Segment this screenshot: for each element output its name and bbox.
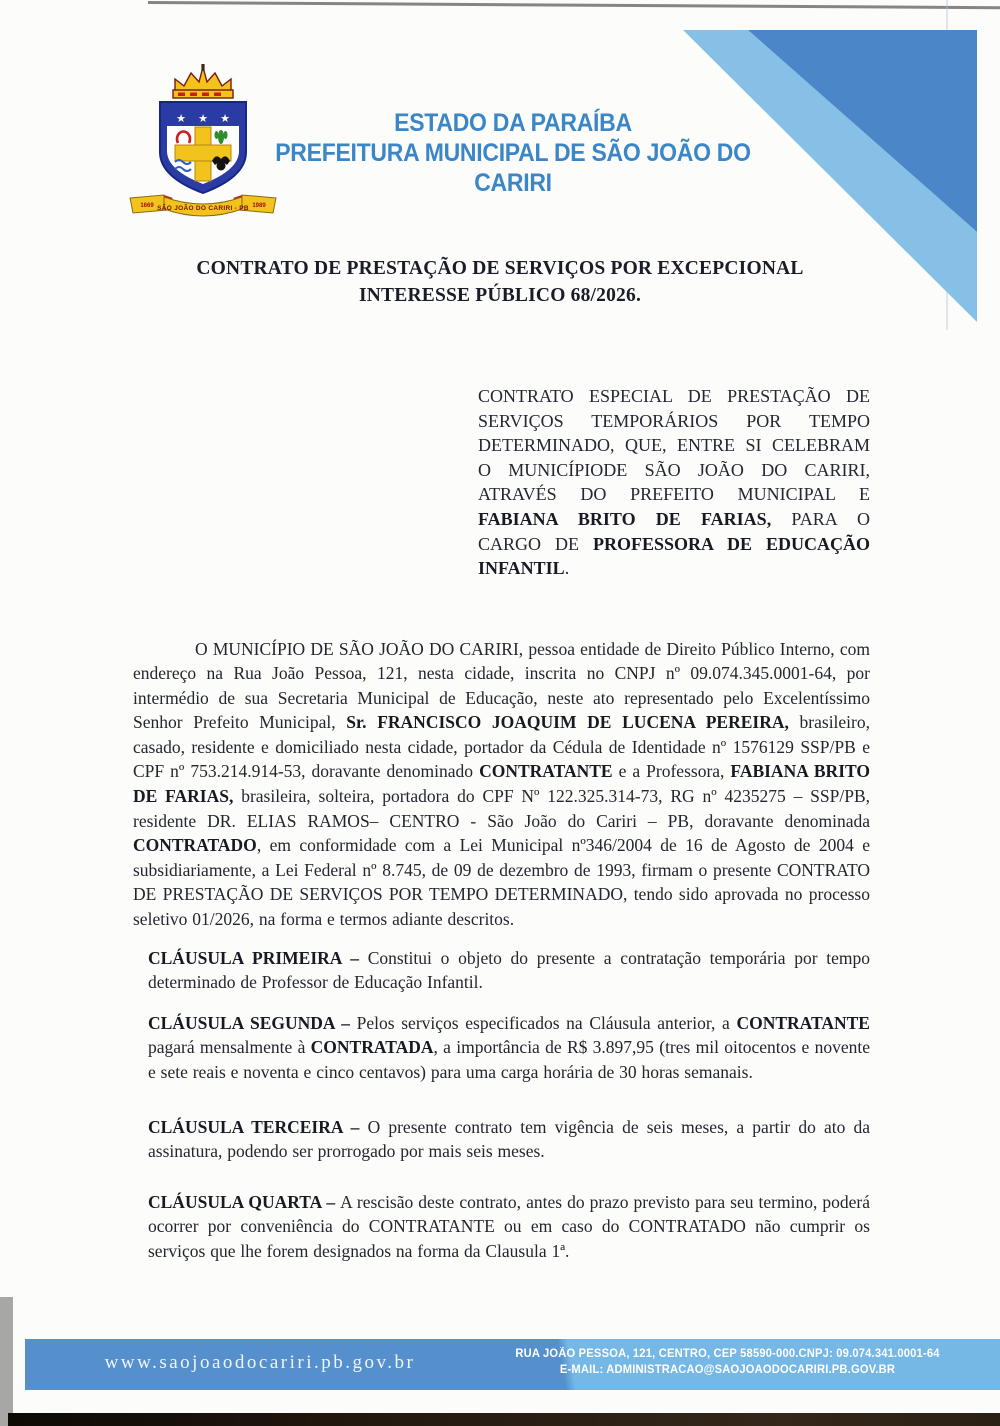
document-title-line2: INTERESSE PÚBLICO 68/2026. xyxy=(358,285,642,306)
header-organization xyxy=(242,108,785,198)
header-state-name: ESTADO DA PARAÍBA xyxy=(394,109,632,137)
header-municipality-name: PREFEITURA MUNICIPAL DE SÃO JOÃO DO CARIRI xyxy=(275,139,751,197)
scan-artifact-bottom-edge xyxy=(8,1413,1000,1426)
clause-terceira: CLÁUSULA TERCEIRA – O presente contrato tem vigência de seis meses, a partir do ato da assinatura, podendo ser prorrogado por mais seis meses. xyxy=(148,1116,871,1162)
svg-text:★: ★ xyxy=(220,112,230,125)
ribbon-banner xyxy=(130,195,276,216)
document-title xyxy=(120,255,880,309)
ribbon-banner-text: SÃO JOÃO DO CARIRI - PB xyxy=(157,205,249,212)
scan-artifact-left-edge xyxy=(0,1297,13,1426)
footer-email-line: E-MAIL: ADMINISTRACAO@SAOJOAODOCARIRI.PB.GOV.BR xyxy=(559,1363,896,1376)
ribbon-year-right: 1989 xyxy=(252,203,266,209)
footer-website-url: www.saojoaodocariri.pb.gov.br xyxy=(104,1352,416,1373)
footer-address-line: RUA JOÃO PESSOA, 121, CENTRO, CEP 58590-000.CNPJ: 09.074.341.0001-64 xyxy=(515,1348,940,1360)
clause-primeira: CLÁUSULA PRIMEIRA – Constitui o objeto do presente a contratação temporária por tempo determinado de Professor de Educação Infantil. xyxy=(148,947,870,993)
svg-text:★: ★ xyxy=(198,112,208,125)
clause-segunda: CLÁUSULA SEGUNDA – Pelos serviços especificados na Cláusula anterior, a CONTRATANTE pagará mensalmente à CONTRATADA, a importância de R$ 3.897,95 (tres mil oitocentos e novente e sete reais e noventa e cinco centavos) para uma carga horária de 30 horas semanais. xyxy=(148,1012,870,1083)
svg-text:★: ★ xyxy=(176,112,186,125)
document-title-line1: CONTRATO DE PRESTAÇÃO DE SERVIÇOS POR EXCEPCIONAL xyxy=(196,258,804,279)
clause-quarta: CLÁUSULA QUARTA – A rescisão deste contrato, antes do prazo previsto para seu termino, poderá ocorrer por conveniência do CONTRATANTE ou em caso do CONTRATADO não cumprir os serviços que lhe forem designados na forma da Clausula 1ª. xyxy=(148,1191,870,1262)
shield-icon xyxy=(160,102,246,193)
ribbon-year-left: 1669 xyxy=(140,203,154,209)
footer-contact-block xyxy=(512,1347,944,1378)
scan-artifact-top-edge xyxy=(148,1,1000,9)
contract-preamble: CONTRATO ESPECIAL DE PRESTAÇÃO DE SERVIÇOS TEMPORÁRIOS POR TEMPO DETERMINADO, QUE, ENTRE SI CELEBRAM O MUNICÍPIODE SÃO JOÃO DO CARIRI, ATRAVÉS DO PREFEITO MUNICIPAL E FABIANA BRITO DE FARIAS, PARA O CARGO DE PROFESSORA DE EDUCAÇÃO INFANTIL. xyxy=(478,386,871,579)
contract-opening-paragraph: O MUNICÍPIO DE SÃO JOÃO DO CARIRI, pessoa entidade de Direito Público Interno, com endereço na Rua João Pessoa, 121, nesta cidade, inscrita no CNPJ nº 09.074.345.0001-64, por intermédio de sua Secretaria Municipal de Educação, neste ato representado pelo Excelentíssimo Senhor Prefeito Municipal, Sr. FRANCISCO JOAQUIM DE LUCENA PEREIRA, brasileiro, casado, residente e domiciliado nesta cidade, portador da Cédula de Identidade nº 1576129 SSP/PB e CPF nº 753.214.914-53, doravante denominado CONTRATANTE e a Professora, FABIANA BRITO DE FARIAS, brasileira, solteira, portadora do CPF Nº 122.325.314-73, RG nº 4235275 – SSP/PB, residente DR. ELIAS RAMOS– CENTRO - São João do Cariri – PB, doravante denominada CONTRATADO, em conformidade com a Lei Municipal nº346/2004 de 16 de Agosto de 2004 e subsidiariamente, a Lei Federal nº 8.745, de 09 de dezembro de 1993, firmam o presente CONTRATO DE PRESTAÇÃO DE SERVIÇOS POR TEMPO DETERMINADO, tendo sido aprovada no processo seletivo 01/2026, na forma e termos adiante descritos. xyxy=(133,638,871,930)
crown-icon xyxy=(173,64,233,98)
